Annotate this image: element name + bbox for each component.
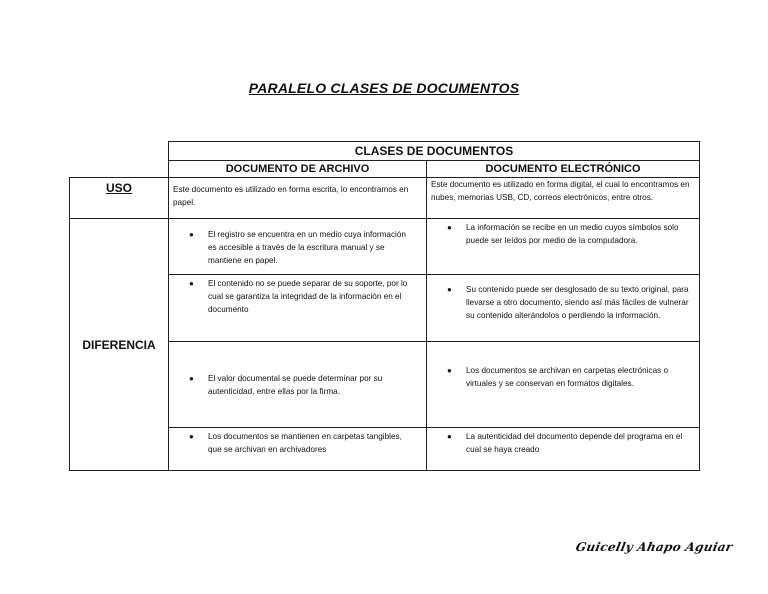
diferencia-electronico-cell-2 xyxy=(426,274,700,342)
row-label-diferencia: DIFERENCIA xyxy=(69,218,169,471)
bullet-text: Los documentos se archivan en carpetas electrónicas o virtuales y se conservan en formatos digitales. xyxy=(466,366,669,388)
list-item xyxy=(189,372,419,398)
diferencia-electronico-cell-4 xyxy=(426,427,700,471)
list-item xyxy=(447,364,692,390)
bullet-text: La autenticidad del documento depende del programa en el cual se haya creado xyxy=(466,432,683,454)
column-header-archivo: DOCUMENTO DE ARCHIVO xyxy=(168,160,427,178)
bullet-text: Los documentos se mantienen en carpetas tangibles, que se archivan en archivadores xyxy=(208,432,402,454)
bullet-icon: ● xyxy=(189,374,194,383)
bullet-icon: ● xyxy=(189,432,194,441)
diferencia-archivo-cell-1 xyxy=(168,218,427,275)
document-title: PARALELO CLASES DE DOCUMENTOS xyxy=(248,80,520,96)
bullet-text: La información se recibe en un medio cuyos símbolos solo puede ser leídos por medio de la computadora. xyxy=(466,223,679,245)
list-item xyxy=(447,430,692,456)
bullet-text: Su contenido puede ser desglosado de su texto original, para llevarse a otro documento, siendo así más fáciles de vulnerar su contenido alterándolos o perdiendo la información. xyxy=(466,285,689,320)
bullet-icon: ● xyxy=(447,366,452,375)
list-item xyxy=(189,277,414,316)
uso-electronico-text: Este documento es utilizado en forma digital, el cual lo encontramos en nubes, memorias USB, CD, correos electrónicos, entre otros. xyxy=(431,180,690,202)
list-item xyxy=(447,283,695,322)
uso-archivo-cell xyxy=(168,177,427,219)
diferencia-electronico-cell-1 xyxy=(426,218,700,275)
bullet-icon: ● xyxy=(189,279,194,288)
bullet-icon: ● xyxy=(447,223,452,232)
column-header-electronico: DOCUMENTO ELECTRÓNICO xyxy=(426,160,700,178)
list-item xyxy=(447,221,692,247)
diferencia-archivo-cell-4 xyxy=(168,427,427,471)
bullet-text: El valor documental se puede determinar por su autenticidad, entre ellas por la firma. xyxy=(208,374,383,396)
bullet-text: El contenido no se puede separar de su soporte, por lo cual se garantiza la integridad de la información en el documento xyxy=(208,279,408,314)
list-item xyxy=(189,228,414,267)
table-header: CLASES DE DOCUMENTOS xyxy=(168,141,700,161)
signature: Guicelly Ahapo Aguiar xyxy=(574,540,735,554)
diferencia-archivo-cell-3 xyxy=(168,341,427,428)
uso-electronico-cell xyxy=(426,177,700,219)
list-item xyxy=(189,430,414,456)
bullet-icon: ● xyxy=(447,432,452,441)
bullet-icon: ● xyxy=(189,230,194,239)
diferencia-archivo-cell-2 xyxy=(168,274,427,342)
row-label-uso: USO xyxy=(69,177,169,219)
bullet-text: El registro se encuentra en un medio cuya información es accesible a través de la escritura manual y se mantiene en papel. xyxy=(208,230,406,265)
bullet-icon: ● xyxy=(447,285,452,294)
uso-archivo-text: Este documento es utilizado en forma escrita, lo encontramos en papel. xyxy=(173,185,409,207)
diferencia-electronico-cell-3 xyxy=(426,341,700,428)
